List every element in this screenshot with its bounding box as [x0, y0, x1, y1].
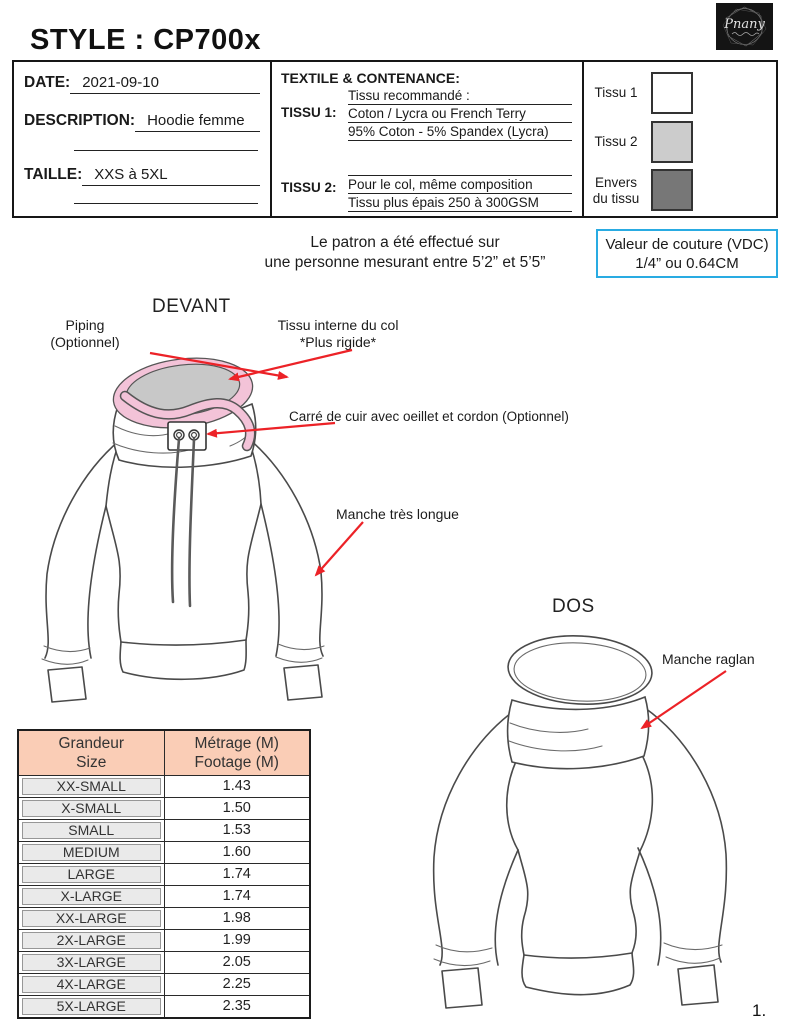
swatch-tissu1 [651, 72, 693, 114]
taille-blank-line [74, 203, 258, 204]
inner-fabric-annotation-line2: *Plus rigide* [299, 334, 377, 350]
size-table-body [18, 775, 310, 1018]
fitting-note [225, 233, 585, 273]
size-name-cell: 5X-LARGE [18, 995, 164, 1018]
size-name-cell: X-SMALL [18, 797, 164, 819]
size-name-cell: XX-SMALL [18, 775, 164, 797]
metrage-header-line2: Footage (M) [194, 753, 279, 771]
size-name-cell: 4X-LARGE [18, 973, 164, 995]
size-column-header [18, 730, 164, 775]
general-info-column [14, 62, 272, 216]
metrage-value-cell: 1.74 [164, 885, 310, 907]
table-row [18, 995, 310, 1018]
long-sleeve-annotation: Manche très longue [336, 506, 459, 522]
table-row [18, 929, 310, 951]
header-info-box [12, 60, 778, 218]
description-label: DESCRIPTION: [24, 112, 136, 129]
table-row [18, 841, 310, 863]
piping-annotation-line2: (Optionnel) [50, 334, 120, 350]
size-footage-table [17, 729, 311, 1019]
tissu2-label: TISSU 2: [281, 180, 337, 195]
metrage-value-cell: 2.35 [164, 995, 310, 1018]
table-row [18, 819, 310, 841]
date-label: DATE: [24, 74, 71, 91]
vdc-line1: Valeur de couture (VDC) [605, 235, 769, 253]
size-name-cell: SMALL [18, 819, 164, 841]
raglan-annotation: Manche raglan [662, 651, 755, 667]
tissu1-line1: Tissu recommandé : [348, 87, 572, 105]
page-number: 1. [752, 1001, 767, 1020]
swatch-tissu2 [651, 121, 693, 163]
table-row [18, 775, 310, 797]
description-blank-line [74, 150, 258, 151]
table-row [18, 863, 310, 885]
fitting-note-line1: Le patron a été effectué sur [310, 234, 500, 251]
size-header-line2: Size [76, 753, 107, 771]
tissu2-line2: Tissu plus épais 250 à 300GSM [348, 194, 572, 212]
swatch-column [584, 62, 776, 216]
size-header-line1: Grandeur [58, 734, 124, 752]
tissu1-label: TISSU 1: [281, 105, 337, 120]
size-name-cell: XX-LARGE [18, 907, 164, 929]
metrage-value-cell: 1.98 [164, 907, 310, 929]
piping-annotation-line1: Piping [65, 317, 105, 333]
metrage-value-cell: 1.53 [164, 819, 310, 841]
tissu1-line2: Coton / Lycra ou French Terry [348, 105, 572, 123]
table-row [18, 797, 310, 819]
date-value: 2021-09-10 [70, 74, 260, 94]
swatch-label-tissu2: Tissu 2 [594, 134, 638, 149]
size-name-cell: LARGE [18, 863, 164, 885]
taille-value: XXS à 5XL [82, 166, 260, 186]
metrage-value-cell: 1.43 [164, 775, 310, 797]
back-view-title: DOS [552, 596, 595, 617]
textile-column [272, 62, 584, 216]
description-field [24, 112, 260, 132]
front-garment-drawing [20, 318, 365, 718]
table-row [18, 951, 310, 973]
size-name-cell: MEDIUM [18, 841, 164, 863]
tissu1-line4-blank [348, 158, 572, 176]
date-field [24, 74, 260, 94]
brand-logo-icon [716, 3, 773, 50]
leather-square-annotation: Carré de cuir avec oeillet et cordon (Optionnel) [289, 409, 569, 424]
size-name-cell: X-LARGE [18, 885, 164, 907]
description-value: Hoodie femme [135, 112, 260, 132]
size-name-cell: 3X-LARGE [18, 951, 164, 973]
swatch-envers [651, 169, 693, 211]
brand-logo-text: Pnany [724, 17, 765, 32]
metrage-value-cell: 2.25 [164, 973, 310, 995]
metrage-value-cell: 1.99 [164, 929, 310, 951]
table-row [18, 885, 310, 907]
textile-title: TEXTILE & CONTENANCE: [281, 70, 460, 86]
metrage-value-cell: 1.50 [164, 797, 310, 819]
swatch-label-tissu1: Tissu 1 [594, 85, 638, 100]
page-title: STYLE : CP700x [30, 24, 262, 56]
vdc-line2: 1/4” ou 0.64CM [635, 254, 739, 272]
fitting-note-line2: une personne mesurant entre 5’2” et 5’5” [264, 254, 546, 271]
back-garment-drawing [420, 615, 770, 1020]
metrage-value-cell: 2.05 [164, 951, 310, 973]
metrage-header-line1: Métrage (M) [194, 734, 279, 752]
swatch-label-envers: Envers du tissu [592, 175, 640, 206]
size-name-cell: 2X-LARGE [18, 929, 164, 951]
table-row [18, 907, 310, 929]
seam-allowance-box [596, 229, 778, 278]
taille-label: TAILLE: [24, 166, 83, 183]
table-row [18, 973, 310, 995]
front-view-title: DEVANT [152, 296, 231, 317]
tissu2-line1: Pour le col, même composition [348, 176, 572, 194]
tissu1-line3: 95% Coton - 5% Spandex (Lycra) [348, 123, 572, 141]
brand-logo [716, 3, 773, 50]
table-header-row [18, 730, 310, 775]
taille-field [24, 166, 260, 186]
inner-fabric-annotation-line1: Tissu interne du col [277, 317, 399, 333]
metrage-value-cell: 1.60 [164, 841, 310, 863]
metrage-value-cell: 1.74 [164, 863, 310, 885]
metrage-column-header [164, 730, 310, 775]
